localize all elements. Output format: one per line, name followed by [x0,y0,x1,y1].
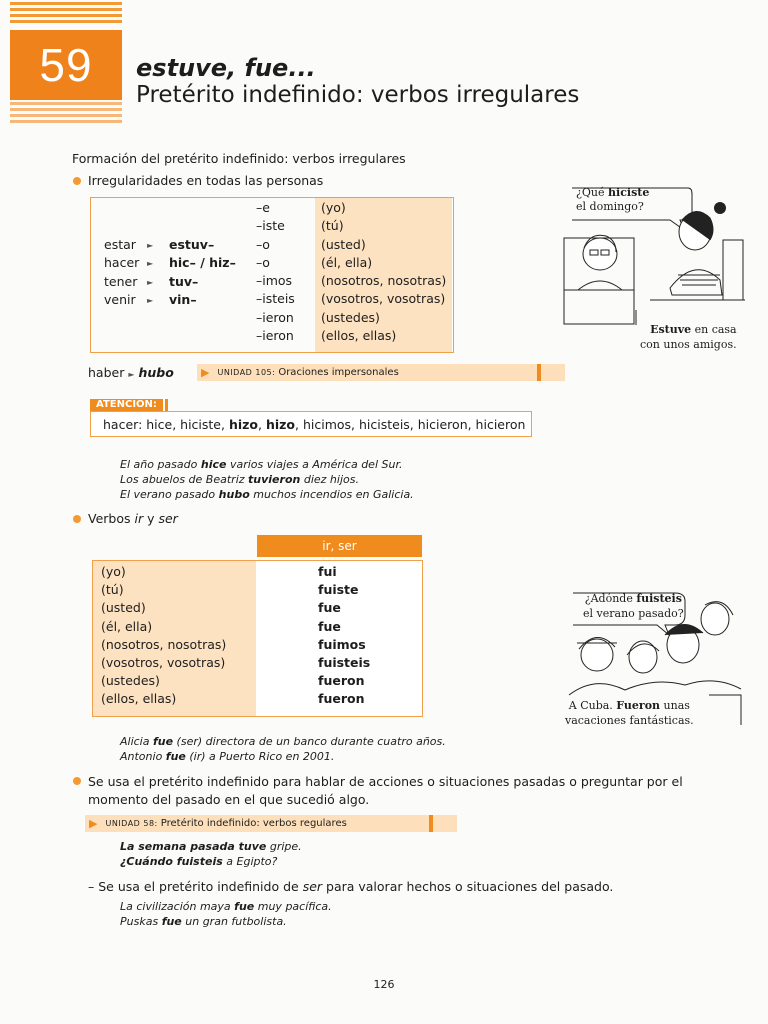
ref-unidad-105[interactable] [197,364,565,381]
stem: tuv– [169,273,199,289]
atencion-bold: hizo [265,417,295,432]
unit-title: estuve, fue... [136,54,316,82]
bullet-dot [73,177,81,185]
example-sentence: La civilización maya fue muy pacífica. [120,900,332,913]
ending: –isteis [256,291,295,307]
arrow-icon: ► [147,277,154,287]
arrow-icon: ► [128,370,135,379]
person: (ellos, ellas) [101,691,177,707]
person: (tú) [101,582,124,598]
form: fuisteis [318,655,371,671]
verb: hacer [104,255,140,271]
ending: –e [256,200,270,215]
bullet-uso: Se usa el pretérito indefinido para hablar de acciones o situaciones pasadas o preguntar por el momento del pasado en el que sucedió algo. [88,774,683,807]
example-sentence: ¿Cuándo fuisteis a Egipto? [120,855,278,868]
ref-unidad-58[interactable] [85,815,457,832]
verb: tener [104,273,138,289]
example-sentence: Alicia fue (ser) directora de un banco durante cuatro años. [120,735,446,748]
examples-block-4 [120,899,332,929]
verbs-column [104,236,139,309]
verb: estar [104,237,136,252]
stems-column [169,236,236,309]
example-sentence: La semana pasada tuve gripe. [120,840,302,853]
person: (tú) [321,218,344,234]
examples-block-2 [120,734,446,764]
person: (ustedes) [101,673,160,689]
page-number: 126 [373,978,395,991]
examples-block-1 [120,457,414,502]
triangle-icon: ▶ [89,817,98,830]
example-sentence: El año pasado hice varios viajes a América del Sur. [120,458,403,471]
section-heading: Formación del pretérito indefinido: verbos irregulares [72,151,406,166]
stem: vin– [169,291,197,307]
person: (ustedes) [321,309,380,325]
ending: –imos [256,273,293,289]
unit-number-badge: 59 [10,30,122,100]
ending: –iste [256,218,285,234]
haber-form: hubo [138,365,174,380]
endings-column [256,199,295,345]
person: (nosotros, nosotras) [321,273,447,289]
example-sentence: Los abuelos de Beatriz tuvieron diez hijos. [120,473,359,486]
bullet-ir-ser: Verbos ir y ser [88,511,178,526]
person: (él, ella) [321,254,373,270]
ref-unidad-text: Oraciones impersonales [278,367,399,378]
ir-ser-forms [318,563,370,709]
examples-block-3 [120,839,302,869]
arrow-icon: ► [147,241,154,250]
example-sentence: Puskas fue un gran futbolista. [120,915,287,928]
form: fue [318,618,341,634]
atencion-prefix: hacer: hice, hiciste, [103,417,229,432]
atencion-suffix: , hicimos, hicisteis, hicieron, hicieron [295,417,526,432]
bullet-dot [73,777,81,785]
atencion-sep: , [258,417,266,432]
person: (él, ella) [101,618,153,634]
person: (vosotros, vosotras) [101,655,226,671]
ending: –o [256,254,270,270]
person: (yo) [321,200,346,215]
ref-unidad-label: UNIDAD 58: [105,819,158,828]
cartoon-2-question: ¿Adónde fuisteis el verano pasado? [583,592,684,620]
form: fui [318,564,337,579]
ref-endmark [429,815,433,832]
atencion-box [90,411,532,437]
ending: –o [256,236,270,252]
form: fueron [318,673,365,689]
form: fuiste [318,582,359,598]
haber-line [88,365,174,380]
person: (usted) [321,236,366,252]
example-sentence: Antonio fue (ir) a Puerto Rico en 2001. [120,750,335,763]
header-stripes [10,2,122,28]
atencion-tag: ATENCIÓN: [90,399,163,411]
bullet-dot [73,515,81,523]
stem: estuv– [169,237,215,252]
atencion-tag-mark [165,399,168,411]
triangle-icon: ▶ [201,366,210,379]
ending: –ieron [256,309,294,325]
form: fue [318,600,341,616]
cartoon-1-answer: Estuve en casa con unos amigos. [640,323,737,351]
bullet-irregularidades: Irregularidades en todas las personas [88,173,324,188]
arrow-icon: ► [147,295,154,305]
stem: hic– / hiz– [169,255,236,271]
ref-unidad-label: UNIDAD 105: [217,368,276,377]
cartoon-1-question: ¿Qué hiciste el domingo? [576,186,650,213]
ending: –ieron [256,328,294,344]
form: fuimos [318,636,366,652]
person: (vosotros, vosotras) [321,291,446,307]
atencion-bold: hizo [228,417,258,432]
dash-ser-line: – Se usa el pretérito indefinido de ser para valorar hechos o situaciones del pasado. [88,879,614,894]
haber-label: haber [88,365,125,380]
example-sentence: El verano pasado hubo muchos incendios en Galicia. [120,488,414,501]
verb: venir [104,291,136,307]
ir-ser-header: ir, ser [257,535,422,557]
arrow-column [147,237,153,310]
persons-column [321,199,446,345]
form: fueron [318,691,365,707]
person: (yo) [101,564,126,579]
arrow-icon: ► [147,259,154,269]
unit-subtitle: Pretérito indefinido: verbos irregulares [136,82,580,108]
ref-endmark [537,364,541,381]
ref-unidad-text: Pretérito indefinido: verbos regulares [160,818,347,829]
ir-ser-persons [101,563,226,709]
cartoon-2-answer: A Cuba. Fueron unas vacaciones fantásticas. [565,699,694,727]
header-stripes-bottom [10,102,122,130]
person: (usted) [101,600,146,616]
person: (nosotros, nosotras) [101,636,227,652]
person: (ellos, ellas) [321,328,397,344]
